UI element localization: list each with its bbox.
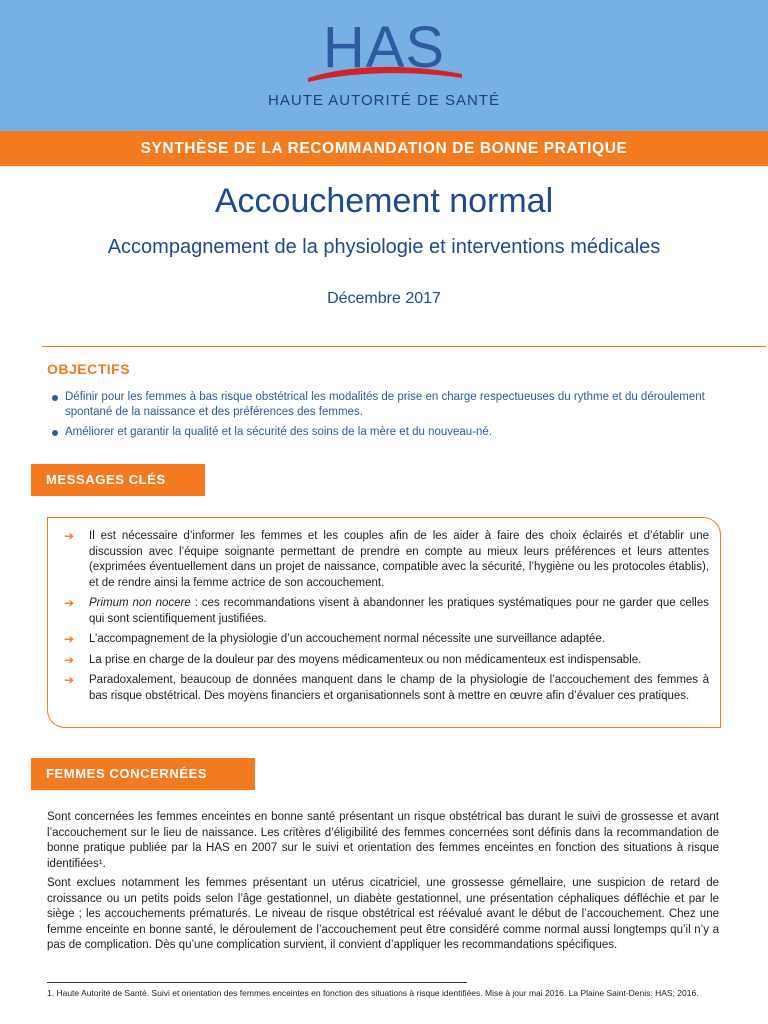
objectif-text: Améliorer et garantir la qualité et la sécurité des soins de la mère et du nouveau-né.	[65, 426, 493, 438]
document-title: Accouchement normal	[214, 182, 554, 220]
list-item	[64, 596, 709, 627]
arrow-right-icon: ➔	[64, 673, 75, 687]
list-item	[50, 390, 720, 420]
section-divider	[42, 346, 766, 347]
femmes-body	[47, 810, 719, 958]
message-emphasis: Primum non nocere	[89, 597, 191, 609]
list-item	[50, 425, 720, 440]
list-item	[64, 653, 709, 669]
key-messages-list	[64, 529, 709, 709]
arrow-right-icon: ➔	[64, 596, 75, 610]
paragraph: Sont exclues notamment les femmes présentant un utérus cicatriciel, une grossesse gémellaire, une suspicion de retard de croissance ou un petits poids selon l’âge gestationnel, un diabète gestationnel, une présentation céphaliques défléchie et par le siège ; les accouchements prématurés. Le niveau de risque obstétrical est réévalué avant le début de l’accouchement. Chez une femme enceinte en bonne santé, le déroulement de l’accouchement peut être considéré comme normal aussi longtemps qu’il n’y a pas de complication. Dès qu’une complication survient, il convient d’appliquer les recommandations spécifiques.	[47, 877, 719, 951]
message-text: Il est nécessaire d’informer les femmes et les couples afin de les aider à faire des choix éclairés et d’établir une discussion avec l’équipe soignante permettant de prendre en compte au mieux leurs préférences et leurs attentes (exprimées éventuellement dans un projet de naissance, compatible avec la sécurité, l’hygiène ou les protocoles établis), et de rendre ainsi la femme actrice de son accouchement.	[89, 530, 709, 589]
femmes-heading: FEMMES CONCERNÉES	[31, 758, 255, 790]
objectifs-list	[50, 390, 720, 445]
document-date: Décembre 2017	[327, 290, 441, 307]
message-text: : ces recommandations visent à abandonner les pratiques systématiques pour ne garder que celles qui sont scientifiquement justifiées.	[89, 597, 709, 625]
arrow-right-icon: ➔	[64, 529, 75, 543]
messages-heading: MESSAGES CLÉS	[31, 464, 205, 496]
logo-swoosh-icon	[300, 54, 470, 94]
list-item	[64, 632, 709, 648]
paragraph: Sont concernées les femmes enceintes en bonne santé présentant un risque obstétrical bas durant le suivi de grossesse et avant l’accouchement sur le lieu de naissance. Les critères d’éligibilité des femmes concernées sont définis dans la recommandation de bonne pratique publiée par la HAS en 2007 sur le suivi et orientation des femmes enceintes en fonction des situations à risque identifiées¹.	[47, 811, 719, 870]
bullet-icon	[52, 430, 58, 436]
objectifs-heading: OBJECTIFS	[47, 361, 131, 377]
header-banner	[0, 0, 768, 131]
list-item	[64, 673, 709, 704]
arrow-right-icon: ➔	[64, 632, 75, 646]
footnote: 1. Haute Autorité de Santé. Suivi et orientation des femmes enceintes en fonction des situations à risque identifiées. Mise à jour mai 2016. La Plaine Saint-Denis: HAS; 2016.	[47, 988, 699, 998]
logo-wordmark: HAS	[322, 15, 446, 80]
message-text: L’accompagnement de la physiologie d’un accouchement normal nécessite une surveillance adaptée.	[89, 633, 605, 645]
message-text: La prise en charge de la douleur par des moyens médicamenteux ou non médicamenteux est indispensable.	[89, 653, 642, 666]
key-messages-box	[47, 517, 721, 728]
synthesis-band: SYNTHÈSE DE LA RECOMMANDATION DE BONNE PRATIQUE	[0, 131, 768, 166]
bullet-icon	[52, 395, 58, 401]
list-item	[64, 529, 709, 591]
message-text: Paradoxalement, beaucoup de données manquent dans le champ de la physiologie de l’accouchement des femmes à bas risque obstétrical. Des moyens financiers et organisationnels sont à mettre en œuvre afin d’évaluer ces pratiques.	[89, 674, 709, 702]
org-name: HAUTE AUTORITÉ DE SANTÉ	[268, 92, 500, 109]
footnote-divider	[47, 982, 467, 983]
has-logo	[0, 14, 768, 94]
arrow-right-icon: ➔	[64, 652, 75, 667]
document-subtitle: Accompagnement de la physiologie et interventions médicales	[107, 236, 661, 258]
objectif-text: Définir pour les femmes à bas risque obstétrical les modalités de prise en charge respectueuses du rythme et du déroulement spontané de la naissance et des préférences des femmes.	[65, 391, 705, 418]
